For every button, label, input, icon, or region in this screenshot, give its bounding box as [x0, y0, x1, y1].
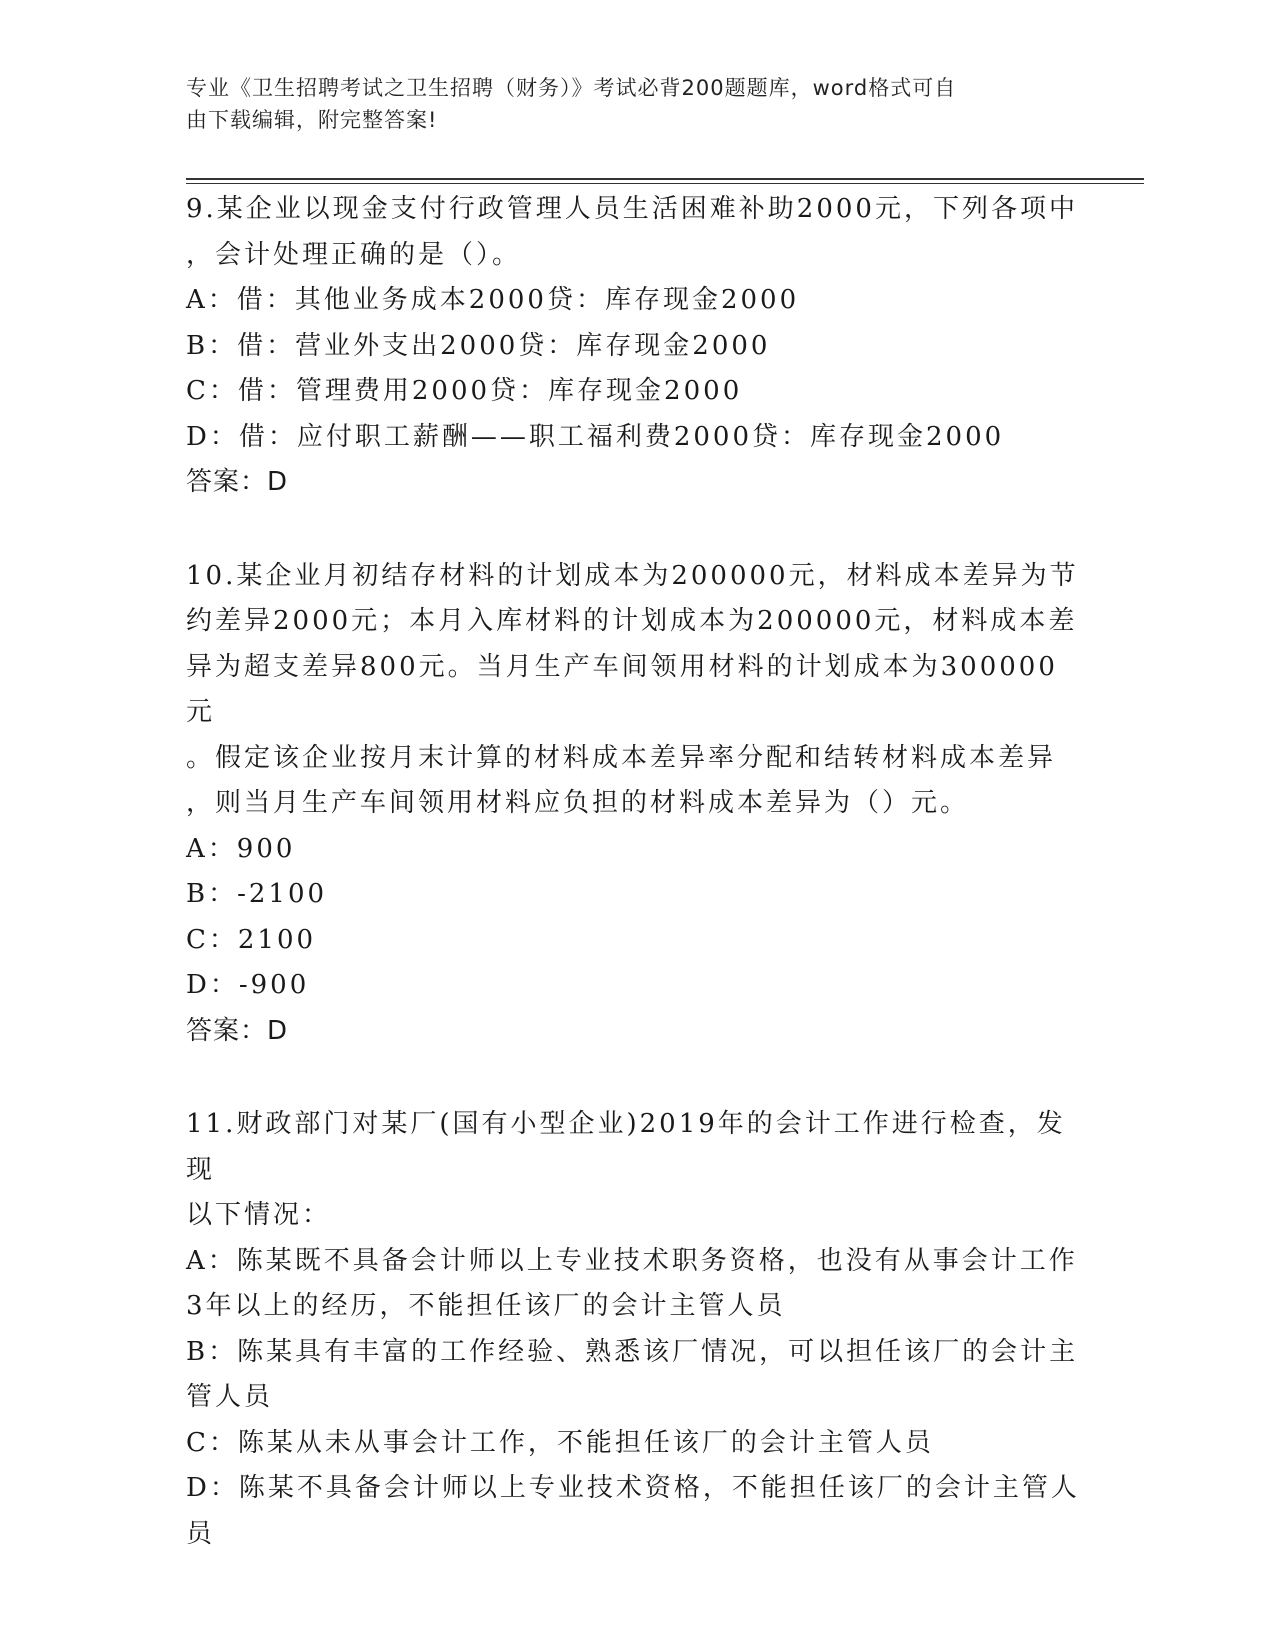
header-rule-thin	[186, 183, 1144, 184]
answer-option	[186, 415, 1086, 461]
question-stem	[186, 187, 1086, 278]
question-stem-line: 以下情况：	[186, 1200, 332, 1230]
answer-option-line: C：2100	[186, 924, 317, 955]
answer-option	[186, 1239, 1086, 1330]
answer-option	[186, 827, 1086, 873]
answer-option-line: D：-900	[186, 970, 310, 1000]
answer-option	[186, 1466, 1086, 1557]
answer-option-line: A：陈某既不具备会计师以上专业技术职务资格，也没有从事会计工作	[186, 1245, 1078, 1276]
header-line-1: 专业《卫生招聘考试之卫生招聘（财务）》考试必背200题题库，word格式可自	[186, 76, 957, 100]
question-stem-line: ，会计处理正确的是（）。	[186, 239, 522, 270]
question-stem-line: 。假定该企业按月末计算的材料成本差异率分配和结转材料成本差异	[186, 742, 1057, 773]
answer-option-line: D：借：应付职工薪酬——职工福利费2000贷：库存现金2000	[186, 421, 1005, 452]
question-stem-line: 10.某企业月初结存材料的计划成本为200000元，材料成本差异为节	[186, 560, 1079, 591]
question-stem-line: 11.财政部门对某厂(国有小型企业)2019年的会计工作进行检查，发现	[186, 1109, 1066, 1185]
header-rule-thick	[186, 178, 1144, 180]
answer-option	[186, 324, 1086, 370]
answer-option-line: A：900	[186, 833, 296, 864]
answer-option	[186, 872, 1086, 918]
question-stem-line: ，则当月生产车间领用材料应负担的材料成本差异为（）元。	[186, 788, 970, 818]
answer-option	[186, 963, 1086, 1009]
answer-option	[186, 1330, 1086, 1421]
answer-option-line: 管人员	[186, 1382, 274, 1412]
answer-option-line: 3年以上的经历，不能担任该厂的会计主管人员	[186, 1291, 786, 1321]
answer-option-line: B：陈某具有丰富的工作经验、熟悉该厂情况，可以担任该厂的会计主	[186, 1336, 1079, 1367]
answer-option-line: B：-2100	[186, 879, 328, 909]
answer-key: 答案：D	[186, 1015, 289, 1046]
answer-option-line: A：借：其他业务成本2000贷：库存现金2000	[186, 285, 800, 315]
answer-option-line: C：借：管理费用2000贷：库存现金2000	[186, 376, 743, 406]
answer-option	[186, 1421, 1086, 1467]
question-stem	[186, 1102, 1086, 1239]
answer-key: 答案：D	[186, 467, 289, 497]
question-block	[186, 1102, 1086, 1557]
answer-option	[186, 278, 1086, 324]
header-line-2: 由下载编辑，附完整答案!	[186, 108, 438, 132]
question-stem-line: 约差异2000元；本月入库材料的计划成本为200000元，材料成本差	[186, 606, 1078, 636]
question-stem-line: 9.某企业以现金支付行政管理人员生活困难补助2000元，下列各项中	[186, 194, 1078, 224]
question-block	[186, 187, 1086, 506]
answer-option	[186, 369, 1086, 415]
answer-option	[186, 918, 1086, 964]
question-stem-line: 异为超支差异800元。当月生产车间领用材料的计划成本为300000元	[186, 651, 1058, 727]
answer-option-line: D：陈某不具备会计师以上专业技术资格，不能担任该厂的会计主管人	[186, 1473, 1080, 1503]
answer-option-line: 员	[186, 1518, 216, 1549]
question-block	[186, 554, 1086, 1055]
answer-option-line: B：借：营业外支出2000贷：库存现金2000	[186, 330, 771, 361]
question-list	[186, 187, 1086, 1605]
question-stem	[186, 554, 1086, 827]
document-header	[186, 72, 1066, 136]
answer-option-line: C：陈某从未从事会计工作，不能担任该厂的会计主管人员	[186, 1427, 934, 1458]
